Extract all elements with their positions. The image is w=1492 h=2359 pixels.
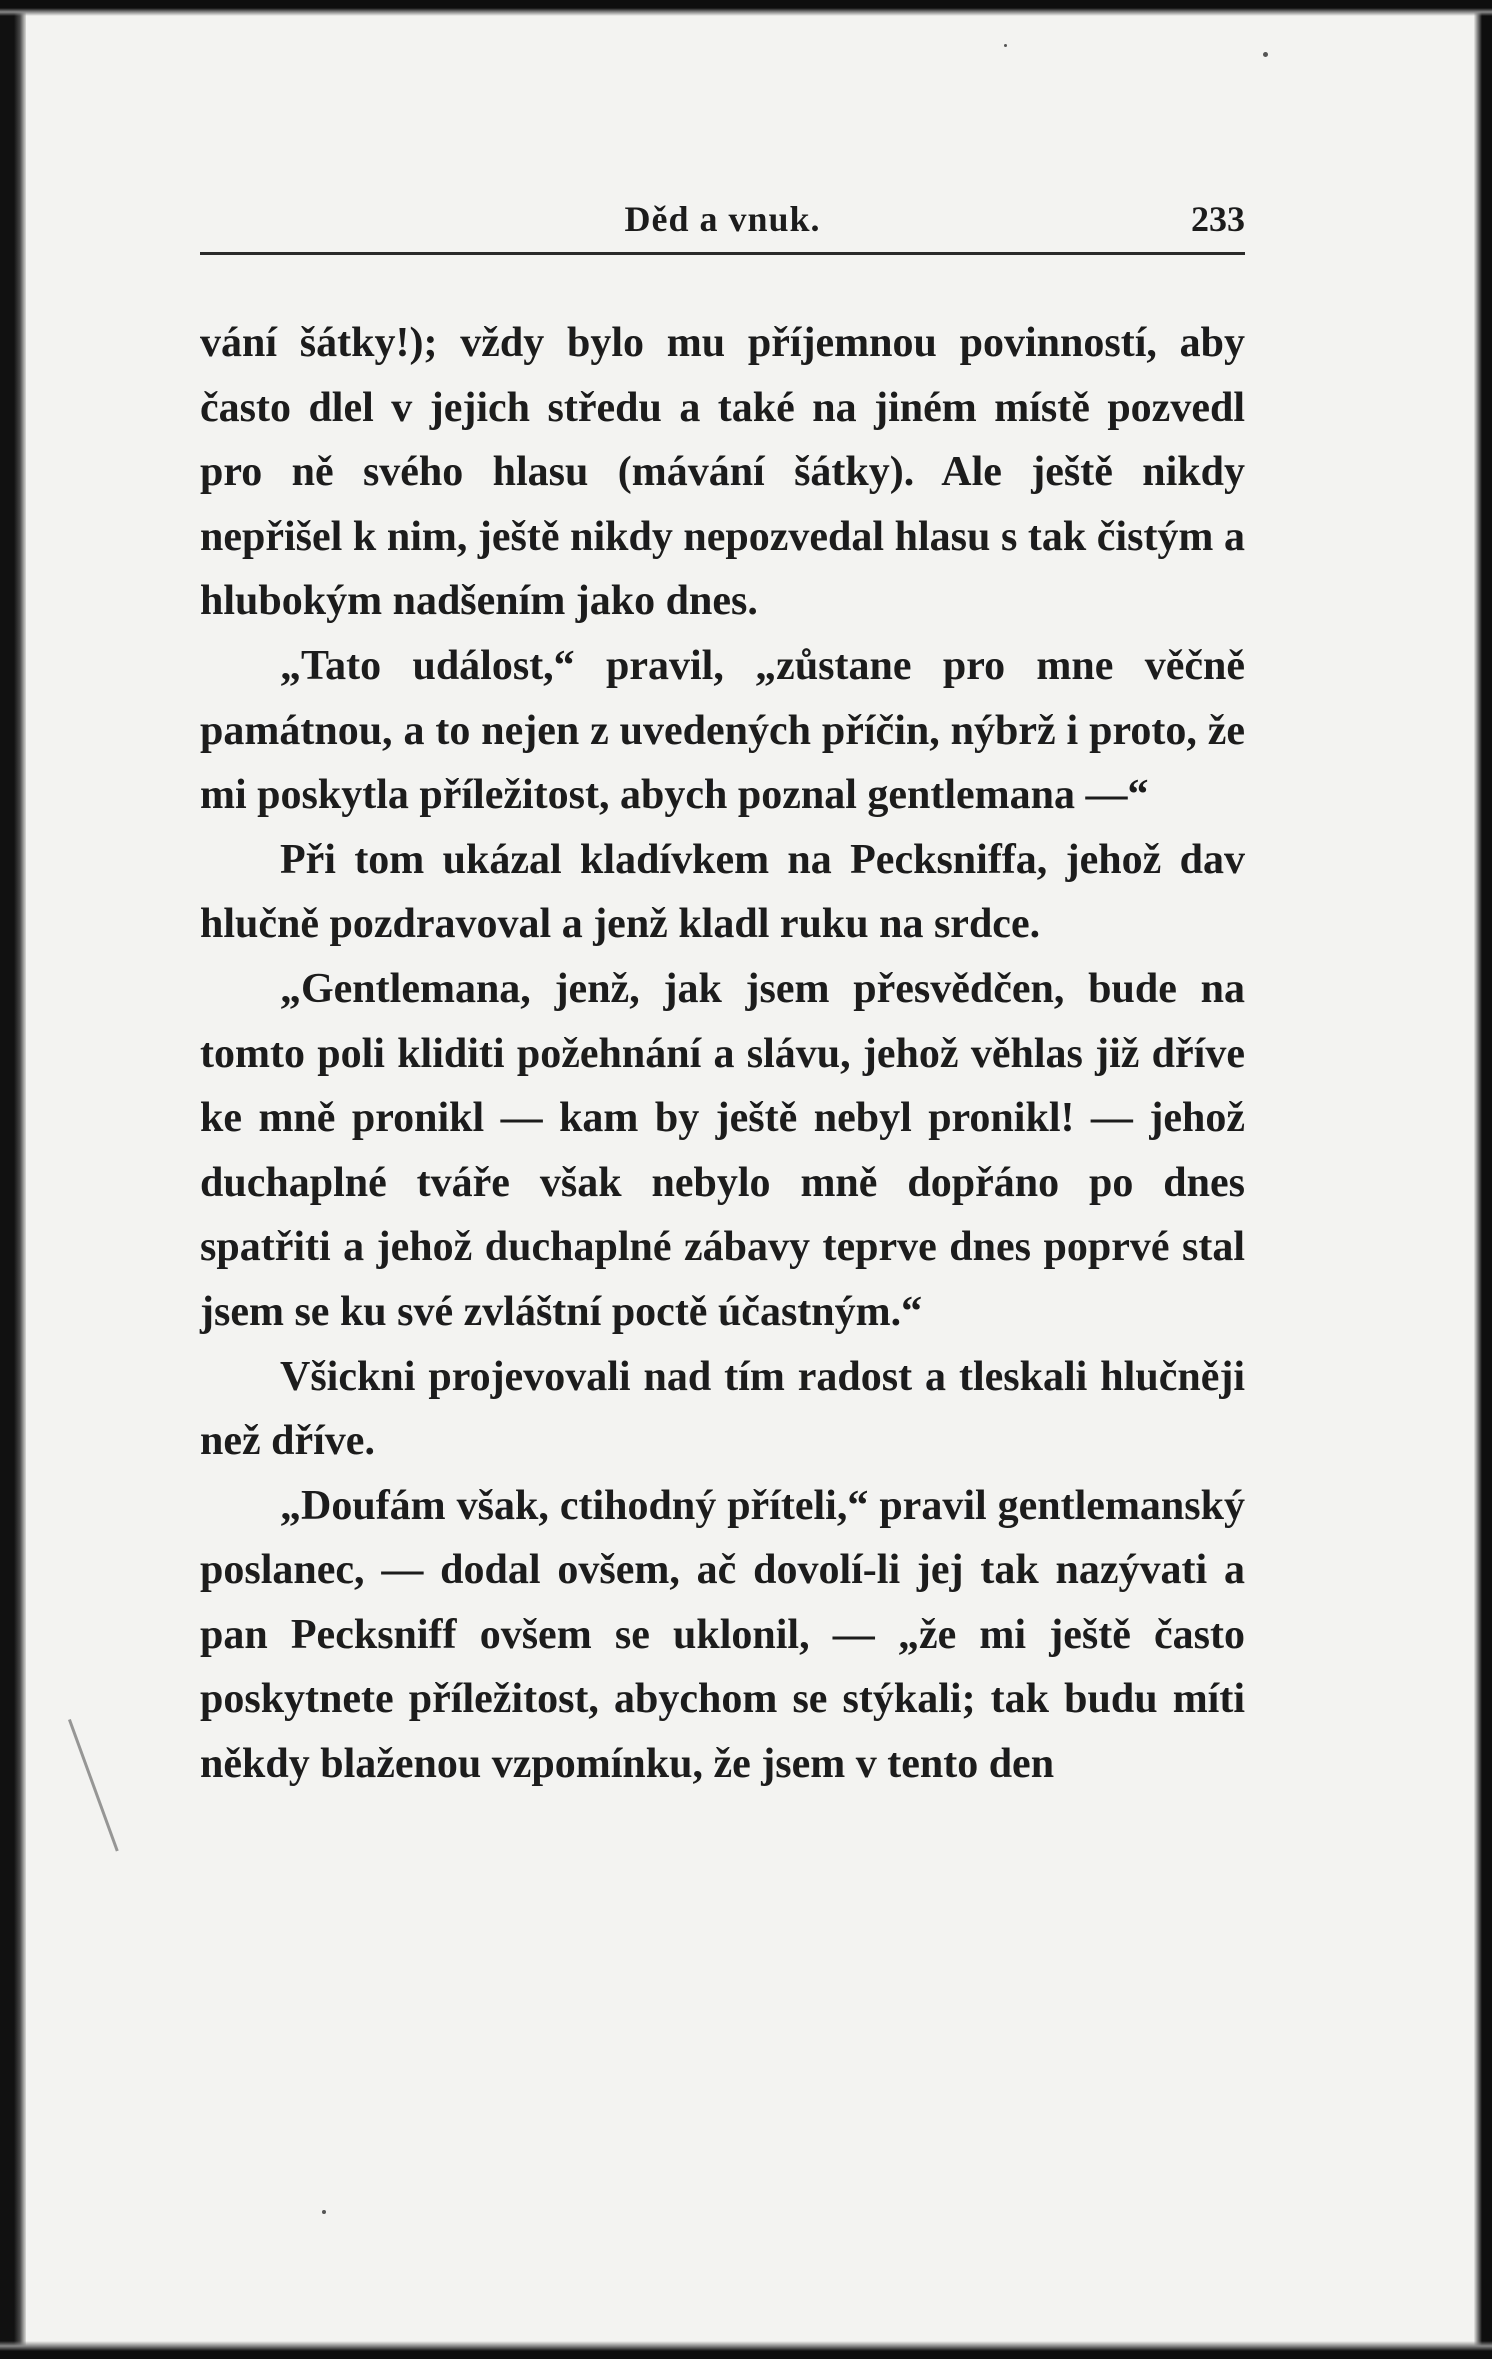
paragraph: „Tato událost,“ pravil, „zůstane pro mne věčně památnou, a to nejen z uvedených příčin, nýbrž i proto, že mi poskytla příležitost, abych poznal gentlemana —“ (200, 642, 1245, 819)
scan-dust-speck (1263, 52, 1268, 57)
running-header (200, 192, 1245, 255)
scan-dust-speck (1004, 44, 1007, 47)
page-left-edge-shadow (0, 0, 26, 2359)
book-page (200, 192, 1245, 1797)
paragraph: vání šátky!); vždy bylo mu příjemnou povinností, aby často dlel v jejich středu a také na jiném místě pozvedl pro ně svého hlasu (mávání šátky). Ale ještě nikdy nepřišel k nim, ještě nikdy nepozvedal hlasu s tak čistým a hlubokým nadšením jako dnes. (200, 320, 1245, 625)
body-text (200, 311, 1245, 1797)
running-title: Děd a vnuk. (624, 199, 821, 239)
page-number: 233 (1191, 199, 1245, 239)
page-top-edge-shadow (0, 0, 1492, 16)
page-bottom-edge-shadow (0, 2341, 1492, 2359)
paragraph: „Doufám však, ctihodný příteli,“ pravil gentlemanský poslanec, — dodal ovšem, ač dovolí-li jej tak nazývati a pan Pecksniff ovšem se uklonil, — „že mi ještě často poskytnete příležitost, abychom se stýkali; tak budu míti někdy blaženou vzpomínku, že jsem v tento den (200, 1482, 1245, 1788)
paragraph: Všickni projevovali nad tím radost a tleskali hlučněji než dříve. (200, 1353, 1245, 1465)
page-right-edge-shadow (1474, 0, 1492, 2359)
paragraph: „Gentlemana, jenž, jak jsem přesvědčen, bude na tomto poli kliditi požehnání a slávu, jehož věhlas již dříve ke mně pronikl — kam by ještě nebyl pronikl! — jehož duchaplné tváře však nebylo mně dopřáno po dnes spatřiti a jehož duchaplné zábavy teprve dnes poprvé stal jsem se ku své zvláštní poctě účastným.“ (200, 965, 1245, 1335)
scan-dust-speck (322, 2210, 326, 2214)
paragraph: Při tom ukázal kladívkem na Pecksniffa, jehož dav hlučně pozdravoval a jenž kladl ruku na srdce. (200, 836, 1245, 948)
